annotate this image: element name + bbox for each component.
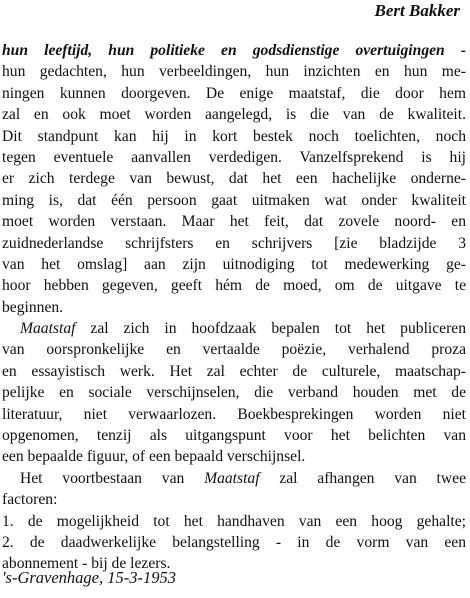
text-line [2,425,466,446]
text-line [2,254,466,275]
text-line [2,275,466,296]
text-segment: abonnement - bij de lezers. [2,555,171,573]
text-segment: zuidnederlandse schrijfsters en schrijvers [zie bladzijde 3 [2,234,466,252]
text-line [2,382,466,403]
text-segment: ming is, dat één persoon gaat uitmaken wat onder kwaliteit [2,191,466,209]
text-segment: pelijke en sociale verschijnselen, die verband houden met de [2,384,466,402]
text-line [2,532,466,553]
place-date-signoff: 's-Gravenhage, 15-3-1953 [2,568,176,587]
text-line [2,104,466,125]
journal-title-italic: Maatstaf [20,320,76,338]
text-segment: van oorspronkelijke en vertaalde poëzie, verhalend proza [2,341,466,359]
author-name: Bert Bakker [374,1,460,20]
paragraph [2,40,466,318]
text-segment: van het omslag] aan zijn uitnodiging tot medewerking ge- [2,255,466,273]
text-segment: 1. de mogelijkheid tot het handhaven van een hoog gehalte; [2,512,466,530]
text-line [2,361,466,382]
text-segment: er zich terdege van bewust, dat het een hachelijke onderne- [2,170,466,188]
text-line [2,489,466,510]
text-segment: tegen eventuele aanvallen verdedigen. Vanzelfsprekend is hij [2,148,466,166]
text-line [2,446,466,467]
text-line [2,404,466,425]
emphasis-text: hun leeftijd, hun politieke en godsdienstige overtuigingen - [2,42,466,59]
text-segment: ningen kunnen doorgeven. De enige maatstaf, die door hem [2,84,466,102]
paragraph [2,318,466,468]
text-line [2,318,466,339]
text-line [2,233,466,254]
text-segment: factoren: [2,491,58,509]
text-line [2,468,466,489]
text-segment: zal afhangen van twee [259,469,466,487]
text-segment: zal en ook moet worden aangelegd, is die van de kwaliteit. [2,106,466,124]
text-line [2,339,466,360]
text-line [2,168,466,189]
text-line [2,40,466,61]
text-line [2,211,466,232]
text-line [2,190,466,211]
text-segment: en essayistisch werk. Het zal echter de culturele, maatschap- [2,362,466,380]
text-line [2,83,466,104]
text-segment: hun gedachten, hun verbeeldingen, hun inzichten en hun me- [2,63,466,81]
text-segment: Dit standpunt kan hij in kort bestek noch toelichten, noch [2,127,466,145]
text-segment: beginnen. [2,298,64,316]
text-segment: 2. de daadwerkelijke belangstelling - in de vorm van een [2,533,466,551]
text-line [2,61,466,82]
text-segment: hoor hebben gegeven, geeft hém de moed, om de uitgave te [2,277,466,295]
text-segment: zal zich in hoofdzaak bepalen tot het publiceren [75,320,466,338]
journal-title-italic: Maatstaf [204,469,260,487]
paragraph [2,468,466,575]
text-segment: opgenomen, tenzij als uitgangspunt voor het belichten van [2,427,466,445]
text-segment: literatuur, niet verwaarlozen. Boekbesprekingen worden niet [2,405,466,423]
text-segment: Het voortbestaan van [20,469,205,487]
text-segment: moet worden verstaan. Maar het feit, dat zovele noord- en [2,213,466,231]
text-line [2,147,466,168]
body-text [2,40,466,575]
text-line [2,511,466,532]
text-segment: een bepaalde figuur, of een bepaald verschijnsel. [2,448,306,466]
text-line [2,297,466,318]
text-line [2,126,466,147]
